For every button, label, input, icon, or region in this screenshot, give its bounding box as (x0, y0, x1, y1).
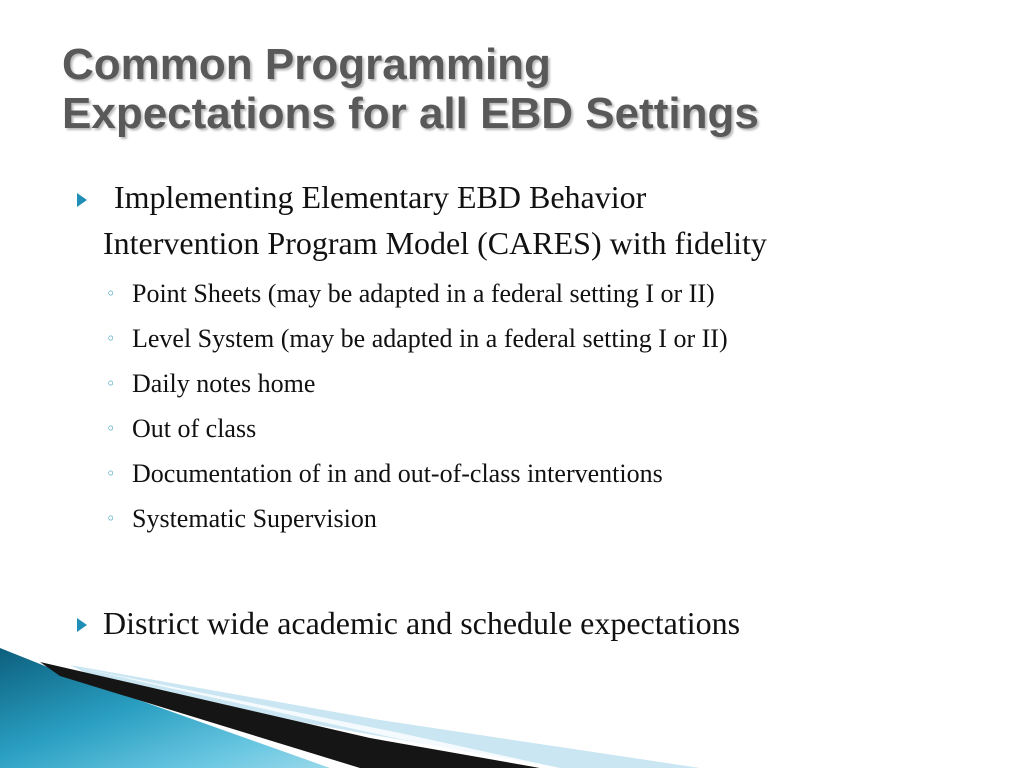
bullet-1 (103, 174, 963, 266)
sub-bullet-3: Daily notes home (132, 369, 316, 398)
sub-bullet-marker-icon: ◦ (106, 509, 116, 528)
slide-title-line2: Expectations for all EBD Settings (62, 89, 759, 138)
sub-bullet-1: Point Sheets (may be adapted in a federal setting I or II) (132, 279, 715, 308)
sub-bullet-marker-icon: ◦ (106, 374, 116, 393)
bullet-arrow-icon (77, 618, 87, 632)
bullet-1-line2: Intervention Program Model (CARES) with fidelity (103, 225, 767, 261)
sub-bullet-5: Documentation of in and out-of-class interventions (132, 459, 663, 488)
sub-bullet-6: Systematic Supervision (132, 504, 377, 533)
sub-bullet-marker-icon: ◦ (106, 419, 116, 438)
bullet-1-line1: Implementing Elementary EBD Behavior (114, 179, 647, 215)
slide-title-line1: Common Programming (62, 40, 551, 89)
bullet-arrow-icon (77, 193, 87, 207)
sub-bullet-marker-icon: ◦ (106, 284, 116, 303)
sub-bullet-marker-icon: ◦ (106, 464, 116, 483)
sub-bullet-4: Out of class (132, 414, 257, 443)
sub-bullet-marker-icon: ◦ (106, 329, 116, 348)
bullet-2-line1: District wide academic and schedule expectations (103, 605, 741, 641)
bullet-2 (103, 600, 963, 646)
sub-bullet-2: Level System (may be adapted in a federal setting I or II) (132, 324, 728, 353)
